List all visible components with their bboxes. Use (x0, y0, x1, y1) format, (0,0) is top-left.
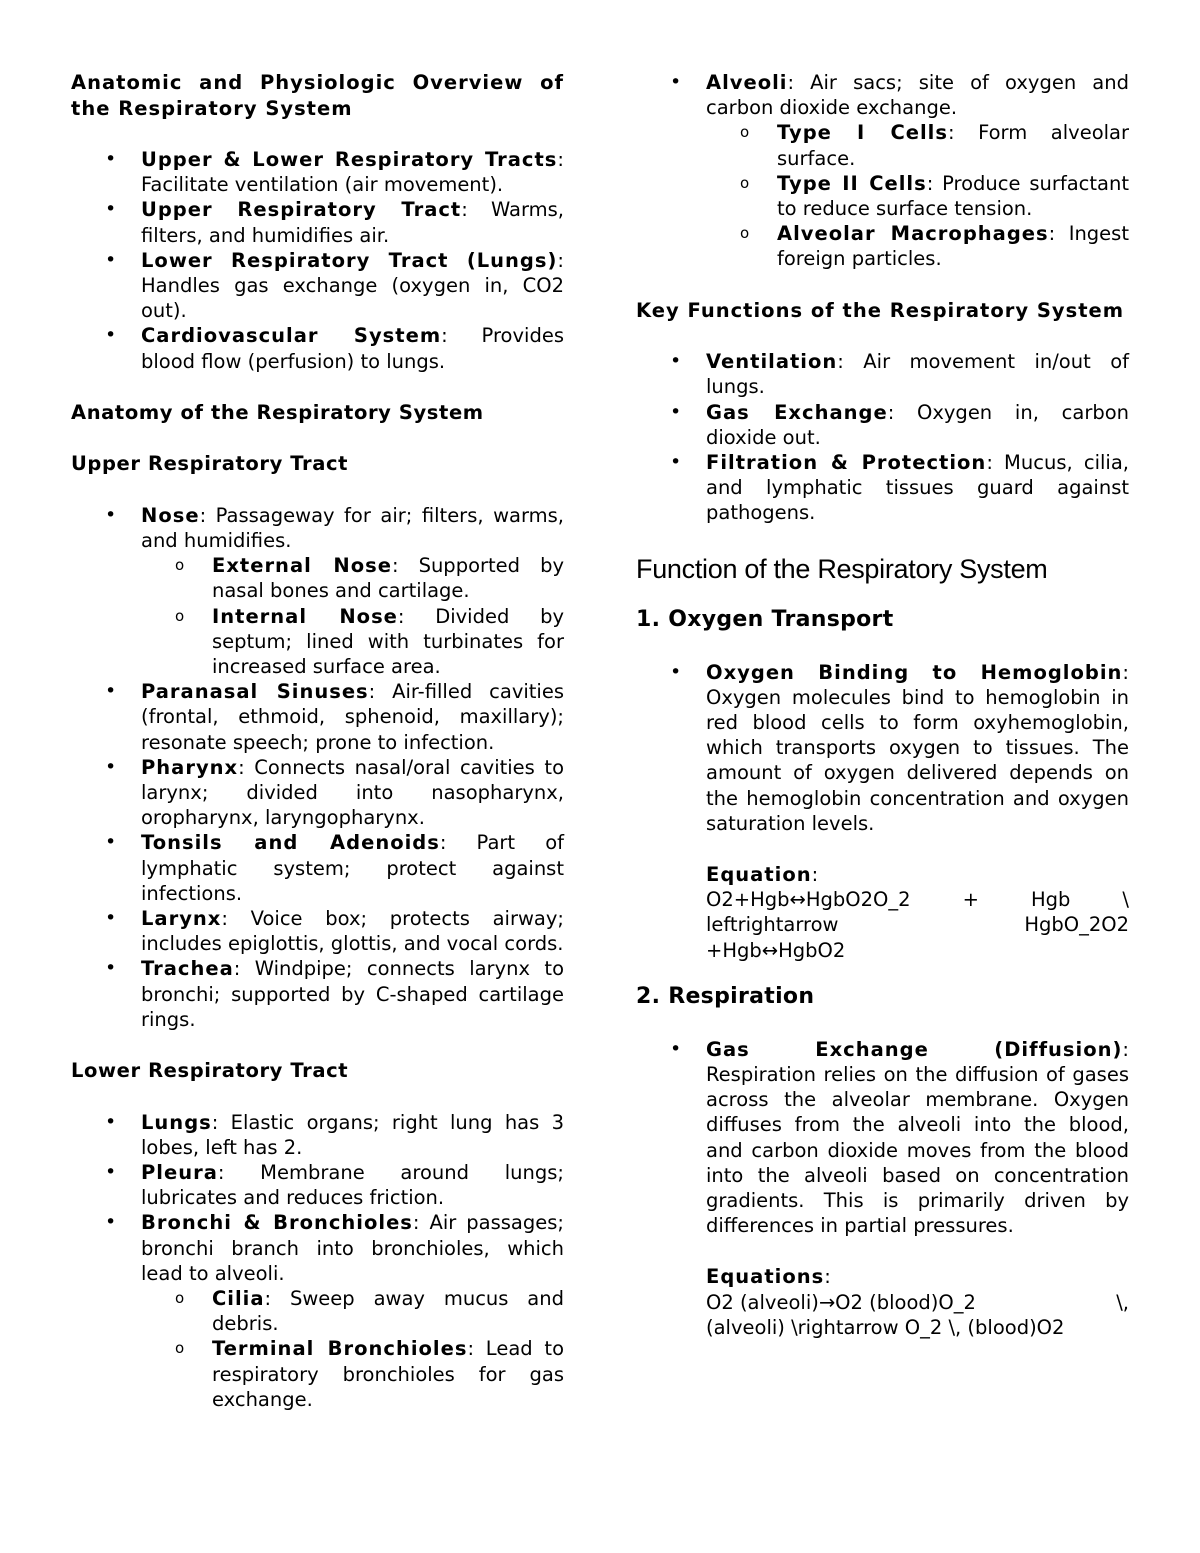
bullet-icon: • (670, 71, 682, 93)
list-item: • Upper Respiratory Tract: Warms, filters, and humidifies air. (105, 198, 564, 247)
list-item: o Type I Cells: Form alveolar surface. (740, 121, 1130, 170)
anatomy-title: Anatomy of the Respiratory System (71, 400, 484, 424)
upper-tract-list (71, 503, 564, 1032)
bullet-icon: • (105, 957, 117, 980)
function-title: Function of the Respiratory System (636, 553, 1048, 584)
list-item: • Gas Exchange (Diffusion): Respiration relies on the diffusion of gases across the alveolar membrane. Oxygen diffuses from the alveoli into the blood, and carbon dioxide moves from the blood into the alveoli based on concentration gradients. This is primarily driven by differences in partial pressures. Equations: O2 (alveoli)→O2 (blood)O_2 \, (alveoli) \rightarrow O_2 \, (blood)O2 (670, 1037, 1129, 1339)
list-item: o Alveolar Macrophages: Ingest foreign particles. (740, 222, 1129, 271)
bullet-icon: • (670, 400, 682, 423)
respiration-list (636, 1037, 1129, 1340)
bronchi-sublist (71, 1286, 564, 1412)
list-item: o External Nose: Supported by nasal bones and cartilage. (175, 554, 564, 603)
key-functions-title: Key Functions of the Respiratory System (636, 298, 1125, 322)
respiration-equation: Equations: O2 (alveoli)→O2 (blood)O_2 \, (alveoli) \rightarrow O_2 \, (blood)O2 (706, 1265, 1129, 1339)
key-functions-list (636, 349, 1129, 525)
bullet-icon: • (105, 148, 117, 170)
bullet-icon: • (670, 660, 682, 683)
list-item: • Larynx: Voice box; protects airway; includes epiglottis, glottis, and vocal cords. (105, 907, 564, 956)
list-item: • Filtration & Protection: Mucus, cilia, and lymphatic tissues guard against pathogens. (670, 450, 1129, 525)
oxygen-equation: Equation: O2+Hgb↔HgbO2O_2 + Hgb \ leftrightarrow HgbO_2O2 +Hgb↔HgbO2 (706, 862, 1129, 962)
list-item: • Pleura: Membrane around lungs; lubricates and reduces friction. (105, 1161, 564, 1210)
list-item: o Cilia: Sweep away mucus and debris. (175, 1287, 564, 1336)
list-item: • Cardiovascular System: Provides blood flow (perfusion) to lungs. (105, 324, 564, 373)
circle-bullet-icon: o (175, 556, 185, 575)
overview-title: Anatomic and Physiologic Overview of the Respiratory System (71, 71, 564, 120)
circle-bullet-icon: o (175, 606, 185, 625)
list-item: • Upper & Lower Respiratory Tracts: Facilitate ventilation (air movement). (105, 148, 564, 197)
bullet-icon: • (670, 350, 682, 373)
circle-bullet-icon: o (175, 1289, 185, 1308)
bullet-icon: • (105, 755, 117, 778)
list-item: • Lungs: Elastic organs; right lung has 3 lobes, left has 2. (105, 1110, 564, 1159)
bullet-icon: • (670, 450, 682, 473)
bullet-icon: • (105, 503, 117, 526)
respiration-heading: 2. Respiration (636, 983, 815, 1009)
bullet-icon: • (105, 831, 117, 854)
alveoli-sublist (636, 120, 1129, 271)
circle-bullet-icon: o (175, 1339, 185, 1358)
bullet-icon: • (105, 324, 117, 347)
list-item: • Nose: Passageway for air; filters, warms, and humidifies. o External Nose: Supported by nasal bones and cartilage. o Internal Nose: Divided by septum; lined with turbinates for increased surface area. (71, 503, 564, 679)
list-item: • Tonsils and Adenoids: Part of lymphatic system; protect against infections. (105, 831, 564, 905)
alveoli-list (636, 70, 1129, 272)
list-item: o Internal Nose: Divided by septum; lined with turbinates for increased surface area. (175, 604, 564, 679)
list-item: • Paranasal Sinuses: Air-filled cavities (frontal, ethmoid, sphenoid, maxillary); resonate speech; prone to infection. (105, 680, 564, 754)
bullet-icon: • (105, 680, 117, 703)
bullet-icon: • (105, 1110, 117, 1133)
circle-bullet-icon: o (740, 173, 750, 192)
list-item: • Pharynx: Connects nasal/oral cavities to larynx; divided into nasopharynx, oropharynx, laryngopharynx. (105, 755, 564, 830)
upper-tract-title: Upper Respiratory Tract (71, 452, 349, 476)
list-item: • Ventilation: Air movement in/out of lungs. (670, 350, 1129, 399)
list-item: o Type II Cells: Produce surfactant to reduce surface tension. (740, 171, 1130, 221)
circle-bullet-icon: o (740, 224, 750, 243)
lower-tract-list (71, 1110, 564, 1412)
bullet-icon: • (105, 248, 117, 271)
list-item: • Lower Respiratory Tract (Lungs): Handles gas exchange (oxygen in, CO2 out). (105, 248, 564, 323)
lower-tract-title: Lower Respiratory Tract (71, 1059, 349, 1083)
list-item: • Gas Exchange: Oxygen in, carbon dioxide out. (670, 400, 1129, 449)
bullet-icon: • (105, 198, 117, 221)
list-item: • Bronchi & Bronchioles: Air passages; bronchi branch into bronchioles, which lead to alveoli. o Cilia: Sweep away mucus and debris. o Terminal Bronchioles: Lead to respiratory bronchioles for gas exchange. (71, 1210, 564, 1412)
list-item: • Oxygen Binding to Hemoglobin: Oxygen molecules bind to hemoglobin in red blood cells to form oxyhemoglobin, which transports oxygen to tissues. The amount of oxygen delivered depends on the hemoglobin concentration and oxygen saturation levels. Equation: O2+Hgb↔HgbO2O_2 + Hgb \ leftrightarrow HgbO_2O2 +Hgb↔HgbO2 (670, 660, 1129, 962)
list-item: • Trachea: Windpipe; connects larynx to bronchi; supported by C-shaped cartilage rings. (105, 957, 564, 1031)
bullet-icon: • (105, 907, 117, 930)
bullet-icon: • (105, 1211, 117, 1234)
list-item: o Terminal Bronchioles: Lead to respiratory bronchioles for gas exchange. (175, 1337, 564, 1411)
nose-sublist (71, 553, 564, 679)
bullet-icon: • (670, 1037, 682, 1060)
circle-bullet-icon: o (740, 123, 750, 142)
bullet-icon: • (105, 1161, 117, 1183)
list-item: • Alveoli: Air sacs; site of oxygen and carbon dioxide exchange. o Type I Cells: Form alveolar surface. o Type II Cells: Produce surfactant to reduce surface tension. o Alveolar Macrophages: Ingest foreign particles. (636, 70, 1129, 272)
overview-list (71, 147, 564, 374)
left-column (71, 70, 564, 1412)
right-column (636, 70, 1129, 1340)
oxygen-transport-list (636, 660, 1129, 963)
oxygen-transport-heading: 1. Oxygen Transport (636, 606, 894, 632)
